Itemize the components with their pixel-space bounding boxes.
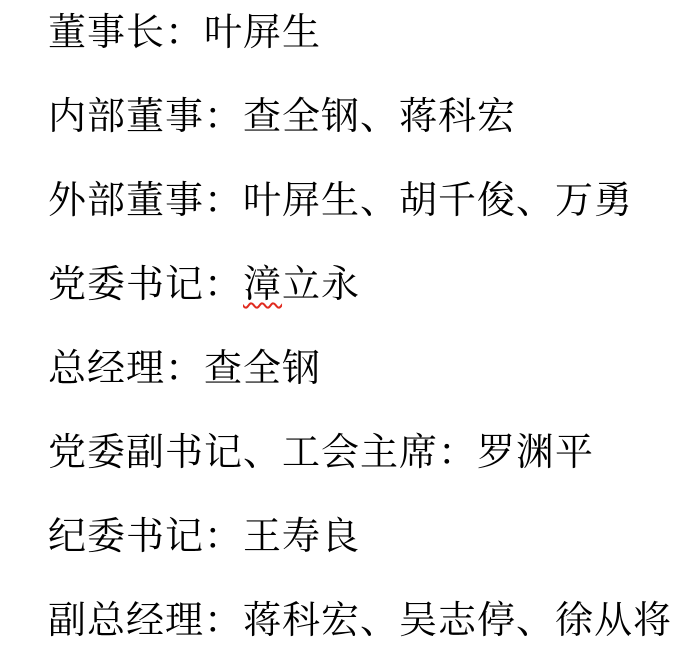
line-party-secretary[interactable] [48, 266, 684, 304]
line-general-manager-text: 总经理：查全钢 [48, 348, 322, 390]
line-chairman[interactable] [48, 14, 684, 52]
line-deputy-party-secretary-union-chairman-text: 党委副书记、工会主席：罗渊平 [48, 432, 595, 474]
line-general-manager[interactable] [48, 350, 684, 388]
line-deputy-general-managers-text: 副总经理：蒋科宏、吴志停、徐从将 [48, 600, 673, 642]
line-party-secretary-suffix: 立永 [282, 264, 361, 306]
line-discipline-secretary[interactable] [48, 518, 684, 556]
line-deputy-general-managers[interactable] [48, 602, 684, 640]
misspelled-word[interactable]: 漳 [243, 264, 283, 306]
line-chairman-text: 董事长：叶屏生 [48, 12, 322, 54]
line-party-secretary-prefix: 党委书记： [48, 264, 244, 306]
line-internal-directors-text: 内部董事：查全钢、蒋科宏 [48, 96, 517, 138]
line-external-directors-text: 外部董事：叶屏生、胡千俊、万勇 [48, 180, 634, 222]
line-external-directors[interactable] [48, 182, 684, 220]
line-internal-directors[interactable] [48, 98, 684, 136]
line-discipline-secretary-text: 纪委书记：王寿良 [48, 516, 361, 558]
line-deputy-party-secretary-union-chairman[interactable] [48, 434, 684, 472]
